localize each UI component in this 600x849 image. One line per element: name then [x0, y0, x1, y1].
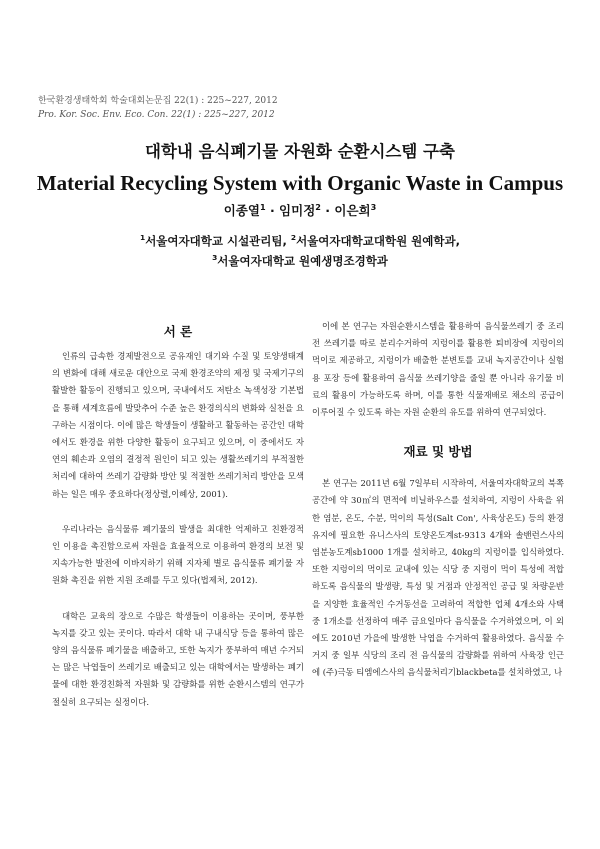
body-paragraph: 이에 본 연구는 자원순환시스템을 활용하여 음식물쓰레기 중 조리 전 쓰레기를 따로 분리수거하여 지렁이를 활용한 퇴비장에 지렁이의 먹이로 제공하고, 지렁이가 배출한 분변토를 교내 녹지공간이나 실험용 포장 등에 활용하여 음식물 쓰레기양을 줄일 뿐 아니라 유기물 비료의 활용이 가능하도록 하며, 이를 통한 식물재배로 채소의 공급이 이루어질 수 있도록 하는 자원 순환의 유도를 위하여 연구되었다. [312, 321, 564, 418]
author-sup: 1 [259, 201, 266, 212]
affiliation-text: 서울여자대학교 원예생명조경학과 [217, 254, 388, 268]
title-korean: 대학내 음식폐기물 자원화 순환시스템 구축 [145, 142, 455, 161]
affiliation-line-2 [0, 253, 600, 269]
left-column [52, 322, 304, 711]
section-heading-introduction: 서 론 [163, 324, 193, 339]
author-name: 이은희 [334, 203, 371, 218]
affiliation-sup: 2 [290, 233, 297, 243]
author-sup: 2 [315, 201, 321, 212]
body-paragraph: 본 연구는 2011년 6월 7일부터 시작하여, 서울여자대학교의 북쪽공간에 약 30㎡의 면적에 비닐하우스를 설치하여, 지렁이 사육을 위한 염분, 온도, 수분, 먹이의 특성(Salt Con', 사육상온도) 등의 환경유지에 필요한 유니스사의 토양온도계st-9313 4개와 솔밴런스사의 염분농도계sb1000 1개를 설치하고, 40kg의 지렁이를 입식하였다. 또한 지렁이의 먹이로 교내에 있는 식당 중 지렁이 먹이 특성에 적합하도록 음식물의 발생량, 특성 및 거점과 안정적인 공급 및 차량운반을 지양한 효율적인 수거동선을 고려하여 적합한 업체 4개소와 사택 중 1개소를 선정하여 매주 금요일마다 음식물을 수거하였으며, 이 외에도 2010년 가을에 발생한 낙엽을 수거하여 활용하였다. 음식물 수거지 중 일부 식당의 조리 전 음식물의 감량화를 위하여 사육장 인근에 (주)극동 티엠에스사의 음식물처리기blackbeta를 설치하였고, 나 [312, 478, 564, 678]
author-separator: · [320, 203, 335, 218]
affiliation-line-1 [0, 233, 600, 249]
journal-citation-korean: 한국환경생태학회 학술대회논문집 22(1) : 225~227, 2012 [38, 96, 278, 106]
author-separator: · [265, 203, 280, 218]
author-name: 임미정 [279, 203, 316, 218]
section-heading-methods: 재료 및 방법 [403, 444, 473, 460]
affiliation-text: 서울여자대학교대학원 원예학과, [296, 234, 460, 248]
author-sup: 3 [370, 201, 377, 212]
journal-citation-english: Pro. Kor. Soc. Env. Eco. Con. 22(1) : 225~227, 2012 [38, 110, 275, 120]
body-paragraph: 인류의 급속한 경제발전으로 공유재인 대기와 수질 및 토양생태계의 변화에 대해 새로운 대안으로 국제 환경조약의 제정 및 국제기구의 활발한 활동이 진행되고 있으며, 국내에서도 저탄소 녹색성장 기본법을 통해 세계흐름에 발맞추어 수준 높은 환경의식의 변화와 실천을 요구하는 시점이다. 이에 많은 학생들이 생활하고 활동하는 공간인 대학에서도 환경을 위한 다양한 활동이 요구되고 있으며, 이 중에서도 자연의 훼손과 오염의 결정적 원인이 되고 있는 생활쓰레기의 부적절한 처리에 대하여 쓰레기 감량화 방안 및 적절한 쓰레기처리 방안을 모색하는 일은 매우 중요하다(정상렬,이혜상, 2001). [52, 351, 304, 499]
title-english: Material Recycling System with Organic Waste in Campus [36, 171, 564, 195]
author-list [0, 201, 600, 219]
affiliation-sup: 3 [212, 253, 218, 263]
right-column [312, 318, 564, 682]
body-paragraph: 대학은 교육의 장으로 수많은 학생들이 이용하는 곳이며, 풍부한 녹지를 갖고 있는 곳이다. 따라서 대학 내 구내식당 등을 통하여 많은 양의 음식물류 폐기물을 배출하고, 또한 녹지가 풍부하여 매년 수거되는 많은 낙엽들이 쓰레기로 배출되고 있는 대학에서는 발생하는 폐기물에 대한 환경친화적 자원화 및 감량화를 위한 순환시스템의 연구가 절실히 요구되는 실정이다. [52, 610, 304, 707]
author-name: 이종열 [223, 203, 260, 218]
body-paragraph: 우리나라는 음식물류 폐기물의 발생을 최대한 억제하고 친환경적인 이용을 촉진함으로써 자원을 효율적으로 이용하여 환경의 보전 및 지속가능한 발전에 이바지하기 위해 지자체 별로 음식물류 폐기물 자원화 촉진을 위한 지원 조례를 두고 있다(법제처, 2012). [52, 523, 304, 586]
affiliation-text: 서울여자대학교 시설관리팀, [145, 234, 291, 248]
affiliation-sup: 1 [140, 233, 146, 243]
